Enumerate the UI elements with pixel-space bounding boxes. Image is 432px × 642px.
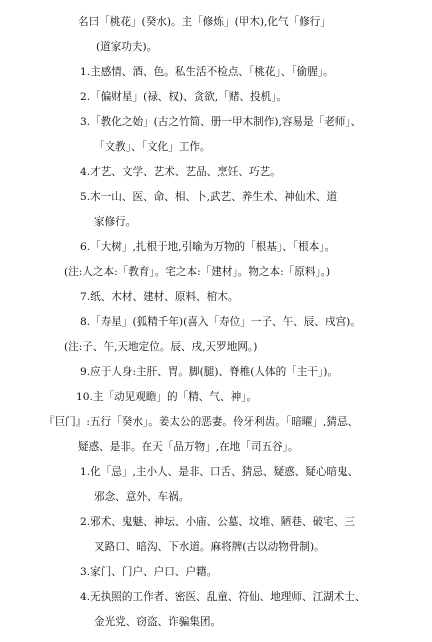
text-line: (注:子、午,天地定位。辰、戌,天罗地网。) bbox=[64, 341, 258, 353]
text-line: 1.化「忌」,主小人、是非、口舌、猜忌、疑惑、疑心暗鬼、 bbox=[80, 466, 359, 478]
text-line: 9.应于人身:主肝、胃。脚(腿)、脊椎(人体的「主干」)。 bbox=[80, 366, 338, 378]
text-line: 8.「寿星」(狐精千年)(喜入「寿位」一子、午、辰、戌宫)。 bbox=[80, 316, 361, 328]
text-line: 邪念、意外、车祸。 bbox=[94, 491, 190, 503]
text-line: 4.无执照的工作者、密医、乱童、符仙、地理师、江湖术士、 bbox=[80, 591, 366, 603]
text-line: 名曰「桃花」(癸水)。主「修炼」(甲木),化气「修行」 bbox=[78, 16, 331, 28]
text-line: 疑惑、是非。在天「品万物」,在地「司五谷」。 bbox=[78, 441, 299, 453]
text-line: 家修行。 bbox=[94, 216, 137, 228]
text-line: 2.「偏财星」(禄、权)、贪欲,「赌、投机」。 bbox=[80, 91, 288, 103]
text-line: 10.主「动见观瞻」的「精、气、神」。 bbox=[76, 391, 258, 403]
text-line: 4.才艺、文学、艺术、艺品、烹饪、巧艺。 bbox=[80, 166, 281, 178]
text-line: 1.主感情、酒、色。私生活不检点、「桃花」、「偷腥」。 bbox=[80, 66, 334, 78]
text-line: (道家功夫)。 bbox=[96, 41, 158, 53]
text-line: (注:人之本:「教育」。宅之本:「建材」。物之本:「原料」。) bbox=[64, 266, 331, 278]
text-line: 3.「教化之始」(古之竹简、册一甲木制作),容易是「老师」、 bbox=[80, 116, 362, 128]
text-line: 『巨门』:五行「癸水」。姜太公的恶妻。伶牙利齿。「暗曜」,猜忌、 bbox=[44, 416, 359, 428]
text-line: 「文教」、「文化」工作。 bbox=[94, 141, 211, 153]
text-line: 叉路口、暗沟、下水道。麻将牌(古以动物骨制)。 bbox=[94, 541, 325, 553]
text-line: 3.家门、门户、户口、户籍。 bbox=[80, 566, 218, 578]
text-line: 2.邪术、鬼魅、神坛、小庙、公墓、坟堆、陋巷、破宅、三 bbox=[80, 516, 355, 528]
text-line: 5.木一山、医、命、相、卜,武艺、养生术、神仙术、道 bbox=[80, 191, 338, 203]
text-line: 6.「大树」,扎根于地,引喻为万物的「根基」、「根本」。 bbox=[80, 241, 336, 253]
text-line: 7.纸、木材、建材、原料、棺木。 bbox=[80, 291, 239, 303]
text-line: 金光党、窃盗、诈骗集团。 bbox=[94, 616, 222, 628]
